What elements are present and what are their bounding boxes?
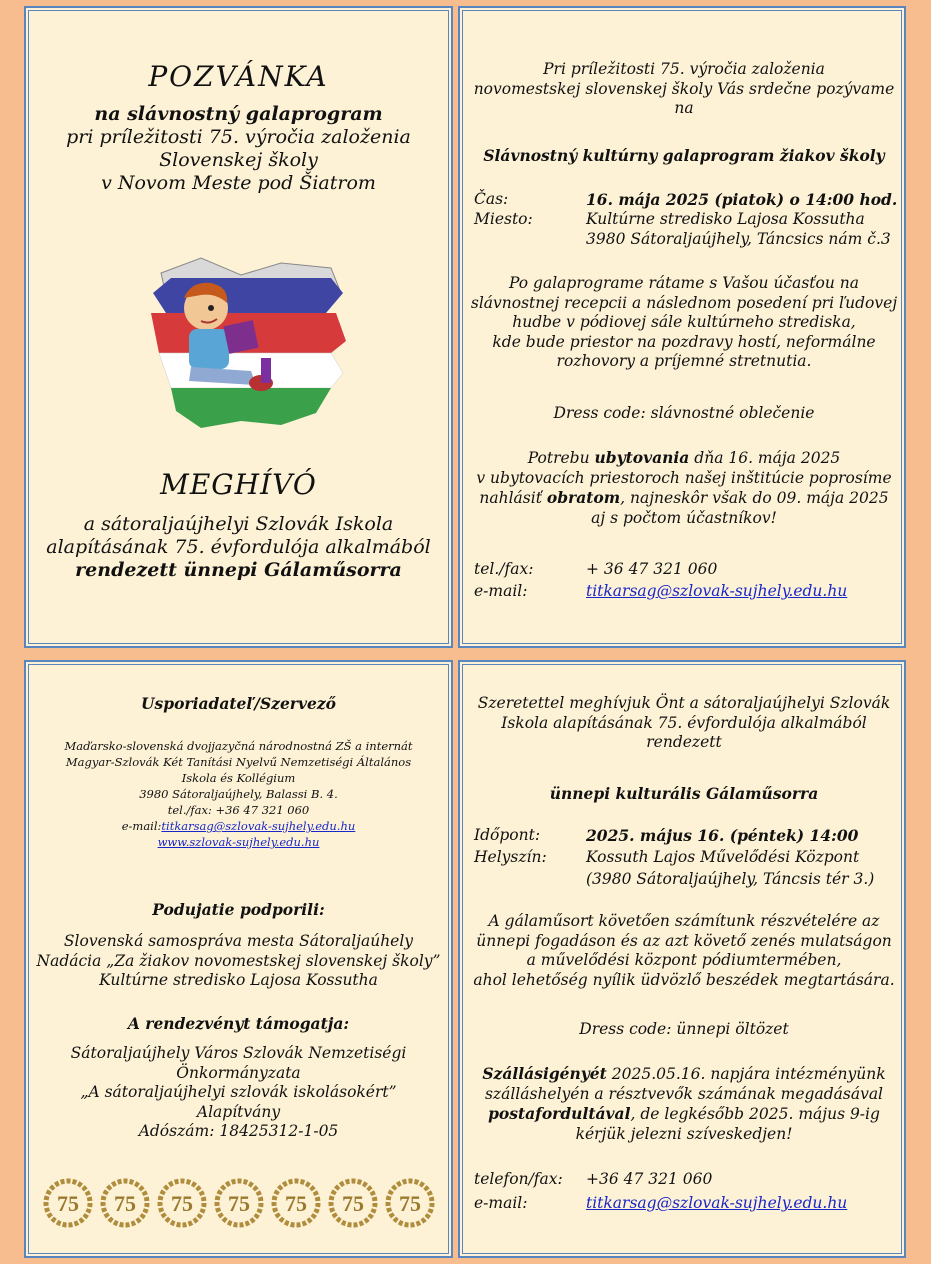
- supporter-hu-line: Sátoraljaújhely Város Szlovák Nemzetiségi: [70, 1044, 407, 1062]
- organizer-email-line: e-mail:titkarsag@szlovak-sujhely.edu.hu: [121, 819, 356, 833]
- time-label: Čas:: [474, 190, 509, 208]
- hungarian-subtitle: [26, 513, 451, 582]
- email-label: e-mail:: [474, 582, 528, 600]
- pozvanka-title: POZVÁNKA: [148, 60, 329, 93]
- supporter-hu-line: Önkormányzata: [176, 1063, 301, 1082]
- badge-75-icon: [214, 1178, 264, 1228]
- supporters-hu-list: [26, 1044, 451, 1142]
- intro-line: Pri príležitosti 75. výročia založenia: [543, 60, 825, 78]
- intro-line: novomestskej slovenskej školy Vás srdečne pozývame: [473, 79, 895, 98]
- hu-intro-line: Szeretettel meghívjuk Önt a sátoraljaújhelyi Szlovák: [477, 694, 891, 712]
- reception-line: hudbe v pódiovej sále kultúrneho strediska,: [512, 313, 856, 331]
- badge-75-text: 75: [399, 1191, 421, 1216]
- badge-75-icon: [271, 1178, 321, 1228]
- subtitle-line: Slovenskej školy: [159, 149, 318, 171]
- hu-dress-code: Dress code: ünnepi öltözet: [579, 1020, 789, 1038]
- badge-75-text: 75: [285, 1191, 307, 1216]
- hu-accommodation-text: [470, 1064, 898, 1144]
- supporter-line: Slovenská samospráva mesta Sátoraljaúhely: [63, 932, 414, 950]
- reception-text: [470, 274, 898, 372]
- badge-75-icon: [43, 1178, 93, 1228]
- hu-time-value: 2025. május 16. (péntek) 14:00: [586, 826, 859, 845]
- organizers-panel: [24, 660, 453, 1258]
- hu-line: a sátoraljaújhelyi Szlovák Iskola: [83, 513, 394, 535]
- accommodation-line: v ubytovacích priestoroch našej inštitúcie poprosíme: [476, 468, 892, 487]
- hu-phone-label: telefon/fax:: [474, 1170, 563, 1188]
- hu-intro-line: rendezett: [646, 733, 722, 751]
- hu-reception-text: [470, 912, 898, 990]
- flag-map-boy-illustration: [131, 253, 356, 453]
- support-heading: Podujatie podporili:: [152, 900, 325, 919]
- supporter-line: Nadácia „Za žiakov novomestskej slovenskej školy”: [36, 951, 441, 970]
- slovak-details-panel: [458, 6, 906, 648]
- hu-email-link[interactable]: titkarsag@szlovak-sujhely.edu.hu: [586, 1194, 848, 1212]
- badge-75-text: 75: [228, 1191, 250, 1216]
- badge-75-icon: [157, 1178, 207, 1228]
- accommodation-text: [470, 448, 898, 528]
- place-value: Kultúrne stredisko Lajosa Kossutha: [586, 210, 865, 228]
- hu-line: alapításának 75. évfordulója alkalmából: [46, 536, 431, 558]
- hu-accommodation-line: szálláshelyén a résztvevők számának megadásával: [484, 1084, 884, 1103]
- subtitle-line: pri príležitosti 75. výročia založenia: [66, 126, 411, 148]
- hu-intro-line: Iskola alapításának 75. évfordulója alkalmából: [501, 713, 867, 732]
- organizer-line: tel./fax: +36 47 321 060: [167, 803, 310, 817]
- hu-reception-line: ünnepi fogadáson és az azt követő zenés mulatságon: [476, 931, 892, 950]
- dress-code: Dress code: slávnostné oblečenie: [553, 404, 815, 422]
- organizer-heading: Usporiadateľ/Szervező: [141, 694, 336, 713]
- intro-line: na: [674, 99, 694, 117]
- hu-bold-line: rendezett ünnepi Gálaműsorra: [75, 559, 402, 581]
- supporter-hu-line: Adószám: 18425312-1-05: [138, 1122, 339, 1140]
- organizer-details: [26, 738, 451, 850]
- supporters-list: [26, 932, 451, 991]
- organizer-line: Maďarsko-slovenská dvojjazyčná národnostná ZŠ a internát: [64, 739, 413, 753]
- subtitle-line: v Novom Meste pod Šiatrom: [101, 172, 376, 194]
- reception-line: slávnostnej recepcii a následnom posedení pri ľudovej: [470, 293, 898, 312]
- time-value: 16. mája 2025 (piatok) o 14:00 hod.: [586, 190, 898, 209]
- accommodation-line: aj s počtom účastníkov!: [591, 508, 777, 527]
- subtitle-bold-line: na slávnostný galaprogram: [94, 103, 383, 125]
- accommodation-line: Potrebu ubytovania dňa 16. mája 2025: [527, 448, 841, 467]
- support-hu-heading: A rendezvényt támogatja:: [127, 1014, 350, 1033]
- hu-accommodation-line: kérjük jelezni szíveskedjen!: [575, 1124, 793, 1143]
- badge-75-text: 75: [57, 1191, 79, 1216]
- hu-event-name: ünnepi kulturális Gálaműsorra: [549, 784, 819, 803]
- event-name: Slávnostný kultúrny galaprogram žiakov školy: [483, 146, 885, 165]
- place-label: Miesto:: [474, 210, 533, 228]
- hu-accommodation-line: postafordultával, de legkésőbb 2025. május 9-ig: [488, 1104, 880, 1123]
- hu-place-label: Helyszín:: [474, 848, 547, 866]
- email-link[interactable]: titkarsag@szlovak-sujhely.edu.hu: [586, 582, 848, 600]
- organizer-website-link[interactable]: www.szlovak-sujhely.edu.hu: [157, 835, 320, 849]
- hu-reception-line: A gálaműsort követően számítunk részvételére az: [488, 912, 880, 930]
- intro-text: [470, 60, 898, 119]
- hu-email-label: e-mail:: [474, 1194, 528, 1212]
- reception-line: kde bude priestor na pozdravy hostí, neformálne: [492, 332, 876, 351]
- badge-75-icon: [385, 1178, 435, 1228]
- hu-phone-value: +36 47 321 060: [586, 1170, 713, 1188]
- hu-reception-line: a művelődési központ pódiumtermében,: [526, 951, 842, 969]
- badge-75-text: 75: [342, 1191, 364, 1216]
- reception-line: Po galaprograme rátame s Vašou účasťou na: [508, 274, 859, 292]
- hu-accommodation-line: Szállásigényét 2025.05.16. napjára intézményünk: [482, 1064, 886, 1083]
- badge-75-icon: [328, 1178, 378, 1228]
- supporter-line: Kultúrne stredisko Lajosa Kossutha: [99, 971, 378, 989]
- supporter-hu-line: „A sátoraljaújhelyi szlovák iskolásokért”: [80, 1083, 397, 1101]
- organizer-email-link[interactable]: titkarsag@szlovak-sujhely.edu.hu: [161, 819, 356, 833]
- supporter-hu-line: Alapítvány: [196, 1102, 281, 1121]
- accommodation-line: nahlásiť obratom, najneskôr však do 09. mája 2025: [479, 488, 889, 507]
- phone-value: + 36 47 321 060: [586, 560, 718, 578]
- hungarian-details-panel: [458, 660, 906, 1258]
- hu-place-address: (3980 Sátoraljaújhely, Táncsis tér 3.): [586, 870, 875, 888]
- badge-75-icon: [100, 1178, 150, 1228]
- hu-intro-text: [470, 694, 898, 753]
- phone-label: tel./fax:: [474, 560, 534, 578]
- place-address: 3980 Sátoraljaújhely, Táncsics nám č.3: [586, 230, 891, 248]
- hu-time-label: Időpont:: [474, 826, 541, 844]
- organizer-line: 3980 Sátoraljaújhely, Balassi B. 4.: [139, 787, 338, 801]
- reception-line: rozhovory a príjemné stretnutia.: [556, 352, 812, 370]
- badge-75-text: 75: [171, 1191, 193, 1216]
- badge-75-text: 75: [114, 1191, 136, 1216]
- meghivo-title: MEGHÍVÓ: [160, 468, 317, 501]
- hu-place-value: Kossuth Lajos Művelődési Központ: [586, 848, 860, 866]
- invitation-cover-panel: [24, 6, 453, 648]
- organizer-line: Iskola és Kollégium: [181, 771, 296, 785]
- organizer-line: Magyar-Szlovák Két Tanítási Nyelvű Nemzetiségi Általános: [65, 755, 412, 769]
- hu-reception-line: ahol lehetőség nyílik üdvözlő beszédek megtartására.: [473, 970, 895, 989]
- slovak-subtitle: [26, 103, 451, 195]
